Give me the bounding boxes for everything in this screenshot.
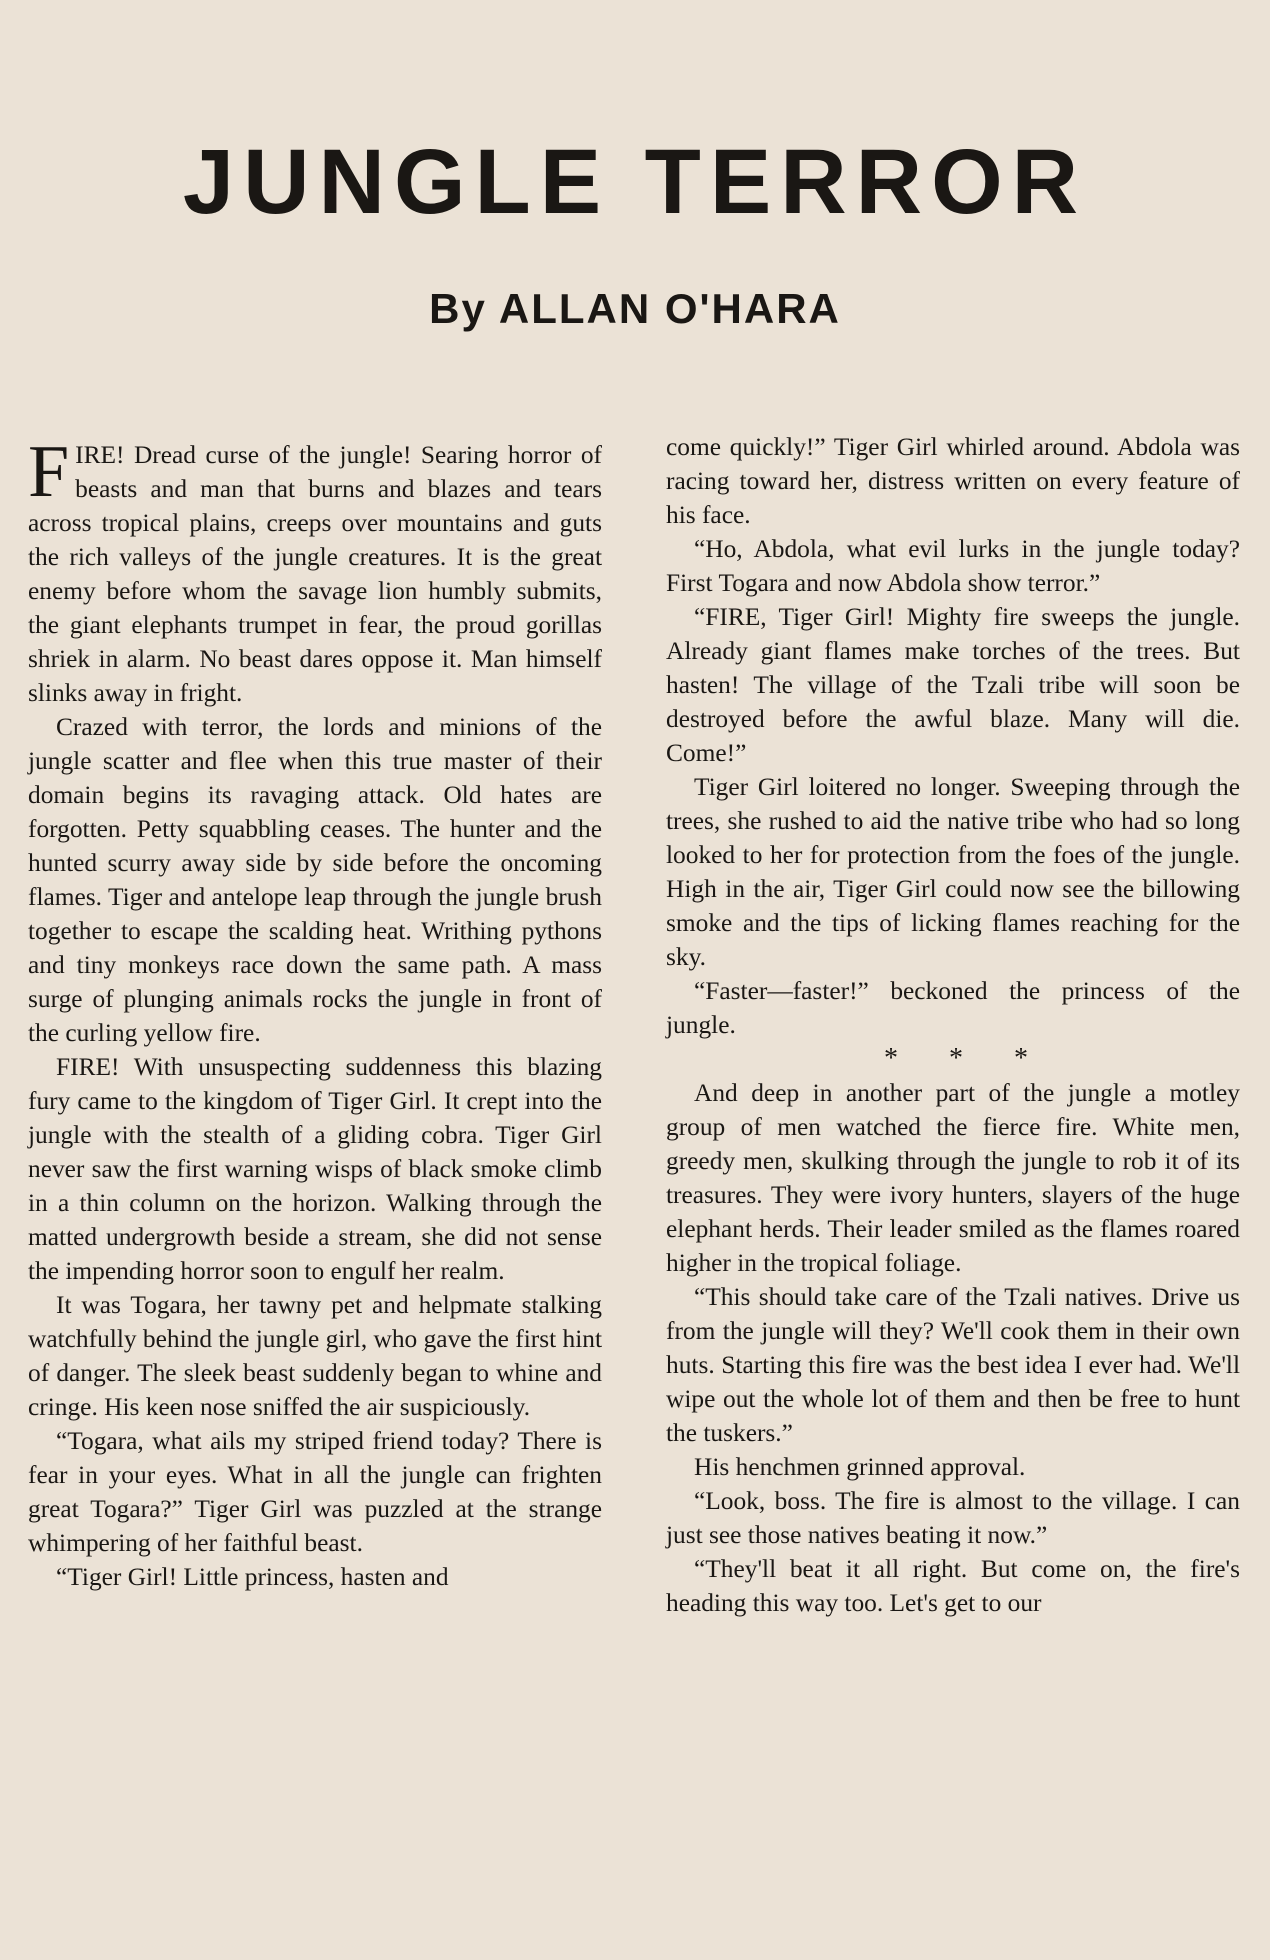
right-paragraph: “Look, boss. The fire is almost to the village. I can just see those natives beating it now.” — [666, 1487, 1240, 1549]
story-title: JUNGLE TERROR — [182, 131, 1088, 233]
right-column — [666, 430, 1240, 1620]
right-paragraph: “They'll beat it all right. But come on, the fire's heading this way too. Let's get to our — [666, 1555, 1240, 1617]
right-paragraph: His henchmen grinned approval. — [694, 1453, 1026, 1481]
left-paragraph: FIRE! With unsuspecting suddenness this blazing fury came to the kingdom of Tiger Girl. It crept into the jungle with the stealth of a gliding cobra. Tiger Girl never saw the first warning wisps of black smoke climb in a thin column on the horizon. Walking through the matted undergrowth beside a stream, she did not sense the impending horror soon to engulf her realm. — [28, 1053, 602, 1285]
drop-cap-letter: F — [28, 431, 70, 513]
left-paragraph: “Tiger Girl! Little princess, hasten and — [56, 1563, 449, 1591]
right-paragraph: Tiger Girl loitered no longer. Sweeping through the trees, she rushed to aid the native tribe who had so long looked to her for protection from the foes of the jungle. High in the air, Tiger Girl could now see the billowing smoke and the tips of licking flames reaching for the sky. — [666, 773, 1240, 971]
opening-paragraph-text: IRE! Dread curse of the jungle! Searing horror of beasts and man that burns and blazes and tears across tropical plains, creeps over mountains and guts the rich valleys of the jungle creatures. It is the great enemy before whom the savage lion humbly submits, the giant elephants trumpet in fear, the proud gorillas shriek in alarm. No beast dares oppose it. Man himself slinks away in fright. — [28, 441, 602, 707]
left-paragraph: “Togara, what ails my striped friend today? There is fear in your eyes. What in all the jungle can frighten great Togara?” Tiger Girl was puzzled at the strange whimpering of her faithful beast. — [28, 1427, 602, 1557]
right-paragraph: And deep in another part of the jungle a motley group of men watched the fierce fire. White men, greedy men, skulking through the jungle to rob it of its treasures. They were ivory hunters, slayers of the huge elephant herds. Their leader smiled as the flames roared higher in the tropical foliage. — [666, 1079, 1240, 1277]
story-byline: By ALLAN O'HARA — [429, 285, 841, 332]
continued-paragraph: come quickly!” Tiger Girl whirled around. Abdola was racing toward her, distress written on every feature of his face. — [666, 433, 1240, 529]
section-separator: * * * — [884, 1043, 1050, 1074]
right-paragraph: “This should take care of the Tzali natives. Drive us from the jungle will they? We'll cook them in their own huts. Starting this fire was the best idea I ever had. We'll wipe out the whole lot of them and then be free to hunt the tuskers.” — [666, 1283, 1240, 1447]
right-paragraph: “Ho, Abdola, what evil lurks in the jungle today? First Togara and now Abdola show terror.” — [666, 535, 1240, 597]
left-column — [28, 431, 602, 1594]
left-paragraph: Crazed with terror, the lords and minions of the jungle scatter and flee when this true master of their domain begins its ravaging attack. Old hates are forgotten. Petty squabbling ceases. The hunter and the hunted scurry away side by side before the oncoming flames. Tiger and antelope leap through the jungle brush together to escape the scalding heat. Writhing pythons and tiny monkeys race down the same path. A mass surge of plunging animals rocks the jungle in front of the curling yellow fire. — [28, 713, 602, 1047]
right-paragraph: “FIRE, Tiger Girl! Mighty fire sweeps the jungle. Already giant flames make torches of the trees. But hasten! The village of the Tzali tribe will soon be destroyed before the awful blaze. Many will die. Come!” — [666, 603, 1240, 767]
left-paragraph: It was Togara, her tawny pet and helpmate stalking watchfully behind the jungle girl, who gave the first hint of danger. The sleek beast suddenly began to whine and cringe. His keen nose sniffed the air suspiciously. — [28, 1291, 602, 1421]
opening-paragraph — [28, 431, 602, 710]
right-paragraph: “Faster—faster!” beckoned the princess of the jungle. — [666, 977, 1240, 1039]
